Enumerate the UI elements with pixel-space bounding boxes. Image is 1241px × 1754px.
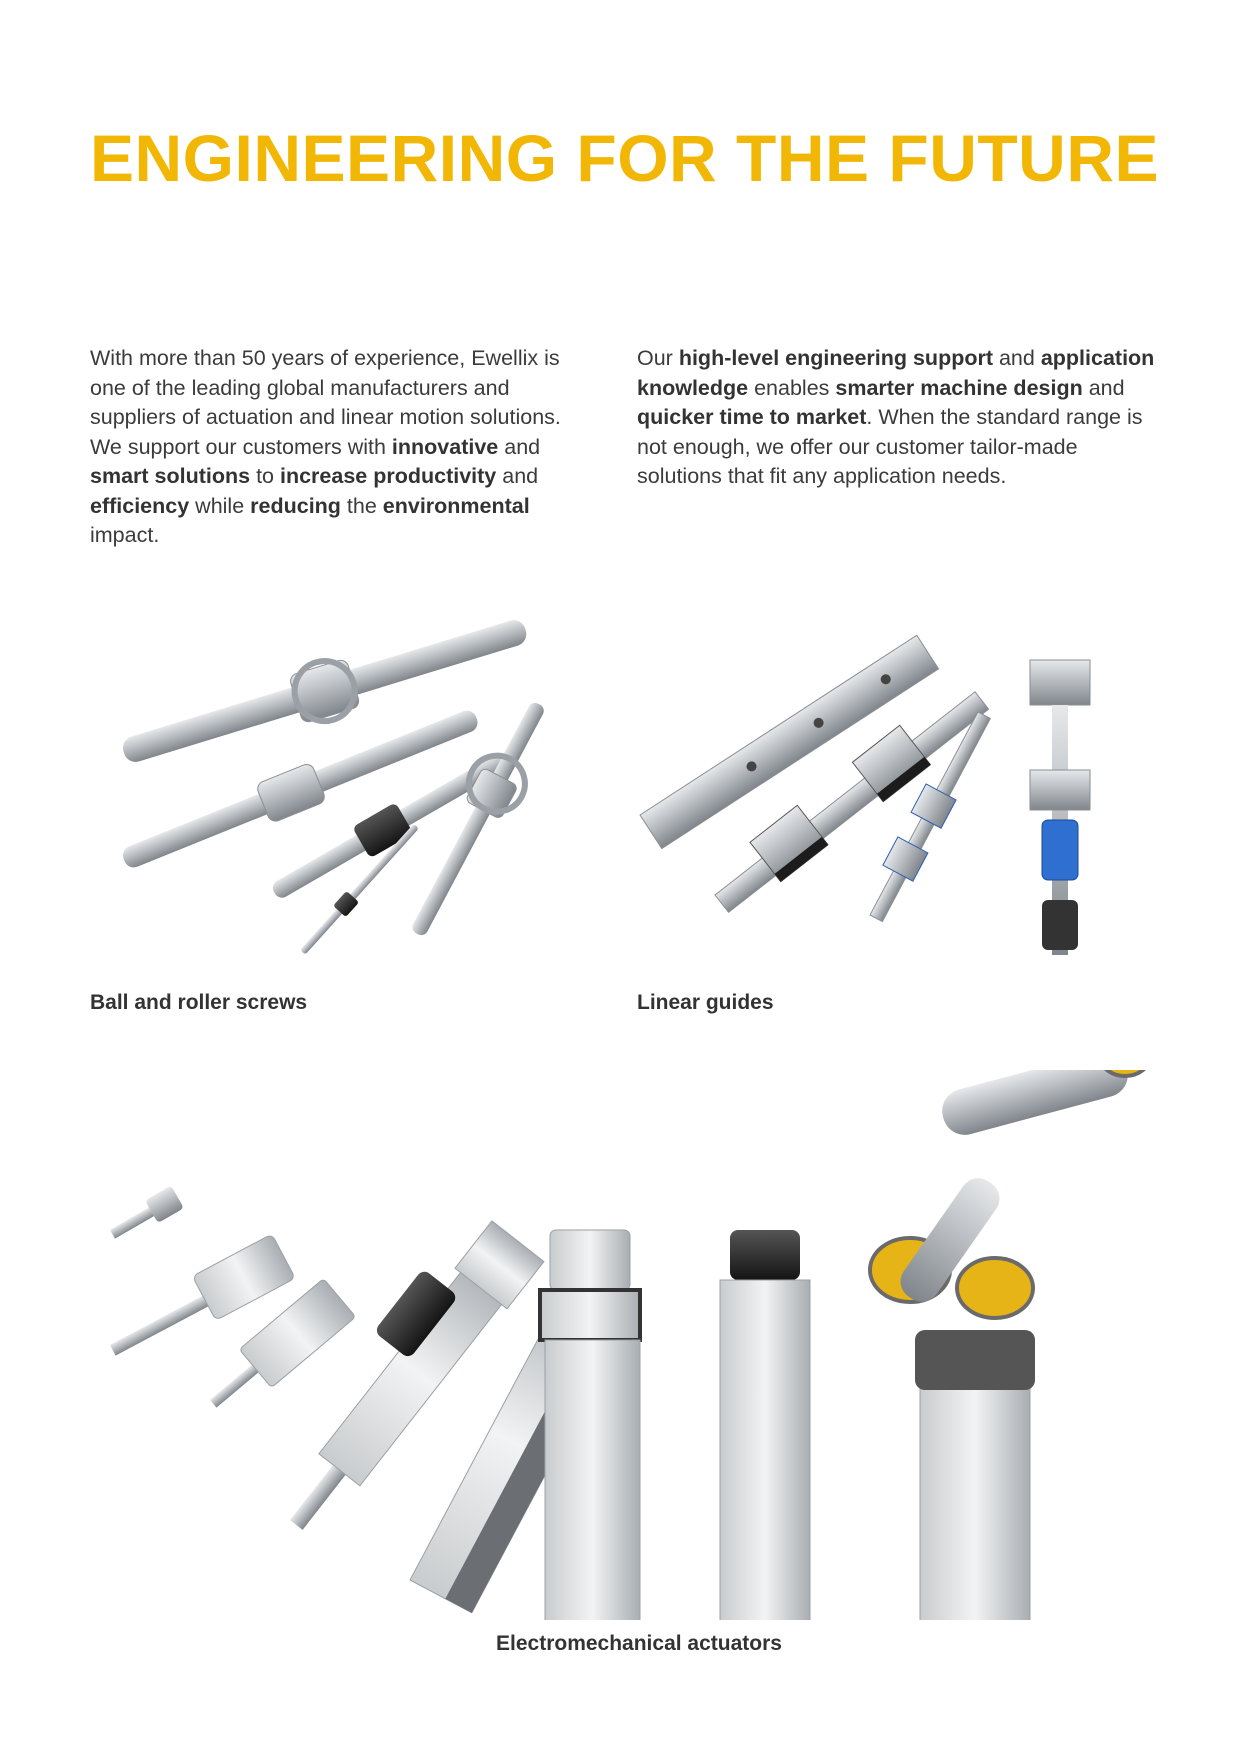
- intro-left-text-3: to: [250, 464, 280, 488]
- intro-left-bold-6: environmental: [382, 493, 530, 518]
- intro-left-bold-3: increase productivity: [279, 464, 497, 488]
- intro-left-text-5: while: [189, 493, 251, 518]
- intro-left-bold-4: efficiency: [90, 493, 190, 518]
- intro-right-paragraph: [637, 344, 1157, 492]
- intro-left-text-1: With more than 50 years of experience, Ewellix is one of the leading global manufacturers and suppliers of actuation and linear motion solutions. We support our customers with: [90, 346, 561, 459]
- intro-left-bold-5: reducing: [250, 493, 341, 518]
- intro-right-bold-3: smarter machine design: [835, 375, 1083, 400]
- intro-right-text-3: enables: [748, 375, 836, 400]
- ball-screws-image: [100, 620, 600, 980]
- intro-left-bold-1: innovative: [391, 434, 499, 459]
- screws-caption: Ball and roller screws: [90, 991, 308, 1014]
- guides-caption: Linear guides: [637, 991, 774, 1014]
- intro-left-bold-2: smart solutions: [90, 464, 251, 488]
- intro-right-bold-4: quicker time to market: [637, 405, 867, 429]
- intro-right-text-4: and: [1082, 375, 1125, 400]
- page-title: ENGINEERING FOR THE FUTURE: [90, 121, 1160, 195]
- intro-left-text-6: the: [340, 493, 383, 518]
- actuators-caption: Electromechanical actuators: [496, 1632, 782, 1655]
- intro-right-bold-2: application knowledge: [637, 346, 1155, 400]
- intro-right-text-1: Our: [637, 346, 679, 370]
- intro-left-paragraph: [90, 344, 590, 551]
- actuators-image: [100, 1070, 1150, 1620]
- intro-left-text-4: and: [496, 464, 539, 488]
- intro-right-bold-1: high-level engineering support: [678, 346, 993, 370]
- intro-right-text-2: and: [993, 346, 1041, 370]
- intro-right-text-5: . When the standard range is not enough, we offer our customer tailor-made solutions that fit any application needs.: [637, 405, 1143, 488]
- linear-guides-image: [620, 615, 1160, 985]
- intro-left-text-2: and: [498, 434, 541, 459]
- intro-left-text-7: impact.: [90, 523, 160, 547]
